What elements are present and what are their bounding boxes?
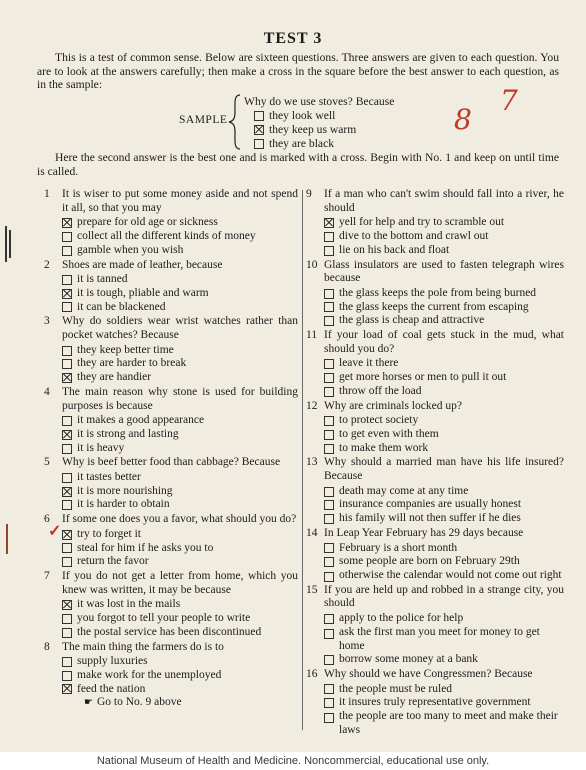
answer-option: it makes a good appearance (44, 414, 298, 428)
checkbox[interactable] (324, 444, 334, 454)
checkbox[interactable] (62, 614, 72, 624)
question: 15 If you are held up and robbed in a strange city, you should (306, 583, 564, 610)
answer-option: it is harder to obtain (44, 498, 298, 512)
checkbox[interactable] (324, 572, 334, 582)
margin-mark (6, 524, 8, 554)
checkbox[interactable] (62, 232, 72, 242)
answer-option: feed the nation (44, 683, 298, 697)
answer-option: insurance companies are usually honest (306, 498, 564, 512)
answer-option: the people are too many to meet and make their laws (306, 710, 564, 737)
checkbox[interactable] (324, 698, 334, 708)
answer-option: February is a short month (306, 542, 564, 556)
answer-option: it is tanned (44, 273, 298, 287)
question: 14 In Leap Year February has 29 days because (306, 526, 524, 539)
answer-option: the glass keeps the current from escaping (306, 301, 564, 315)
checkbox[interactable] (324, 629, 334, 639)
answer-option: death may come at any time (306, 485, 564, 499)
checkbox-checked[interactable] (62, 530, 72, 540)
checkbox-checked[interactable] (62, 218, 72, 228)
answer-option: to protect society (306, 414, 564, 428)
answer-option: leave it there (306, 357, 564, 371)
checkbox[interactable] (62, 302, 72, 312)
goto-instruction: ☛ Go to No. 9 above (84, 696, 182, 709)
answer-option: ask the first man you meet for money to get home (306, 626, 564, 653)
margin-mark (9, 230, 11, 258)
checkbox[interactable] (62, 275, 72, 285)
question: 8 The main thing the farmers do is to (44, 640, 224, 653)
question: 4 The main reason why stone is used for building purposes is because (44, 385, 298, 412)
answer-option: it was lost in the mails (44, 598, 298, 612)
checkbox[interactable] (324, 359, 334, 369)
checkbox[interactable] (324, 416, 334, 426)
checkbox[interactable] (62, 444, 72, 454)
checkbox[interactable] (324, 373, 334, 383)
checkbox[interactable] (254, 111, 264, 121)
checkbox[interactable] (324, 557, 334, 567)
question: 3 Why do soldiers wear wrist watches rather than pocket watches? Because (44, 315, 298, 342)
checkbox[interactable] (324, 655, 334, 665)
checkbox-checked[interactable] (62, 289, 72, 299)
answer-option: they keep better time (44, 344, 298, 358)
answer-option: his family will not then suffer if he dies (306, 512, 564, 526)
answer-option: the glass keeps the pole from being burned (306, 287, 564, 301)
question: 1 It is wiser to put some money aside and not spend it all, so that you may (44, 188, 298, 214)
question: 2 Shoes are made of leather, because (44, 258, 223, 271)
checkbox[interactable] (324, 246, 334, 256)
answer-option: it insures truly representative government (306, 696, 564, 710)
checkbox[interactable] (324, 289, 334, 299)
checkbox[interactable] (324, 487, 334, 497)
checkbox[interactable] (324, 387, 334, 397)
checkbox[interactable] (62, 416, 72, 426)
checkbox[interactable] (324, 430, 334, 440)
answer-option: yell for help and try to scramble out (306, 216, 564, 230)
checkbox-checked[interactable] (62, 430, 72, 440)
answer-option: borrow some money at a bank (306, 653, 564, 667)
checkbox[interactable] (62, 500, 72, 510)
brace-icon (228, 94, 242, 150)
checkbox[interactable] (62, 657, 72, 667)
margin-mark (5, 226, 7, 262)
answer-option: you forgot to tell your people to write (44, 612, 298, 626)
sample-option: they are black (254, 137, 334, 150)
answer-option: make work for the unemployed (44, 669, 298, 683)
answer-option: the glass is cheap and attractive (306, 314, 564, 328)
handwritten-score: 8 (454, 103, 472, 136)
checkbox-checked[interactable] (62, 600, 72, 610)
sample-label: SAMPLE (179, 114, 228, 126)
checkbox[interactable] (62, 473, 72, 483)
checkbox[interactable] (324, 543, 334, 553)
answer-option: throw off the load (306, 385, 564, 399)
answer-option: the people must be ruled (306, 683, 564, 697)
answer-option: it can be blackened (44, 301, 298, 315)
answer-option: they are harder to break (44, 357, 298, 371)
sample-option: they keep us warm (254, 123, 356, 136)
answer-option: apply to the police for help (306, 612, 564, 626)
answer-option: it is strong and lasting (44, 428, 298, 442)
checkbox-checked[interactable] (324, 218, 334, 228)
handwritten-score: 7 (500, 84, 518, 117)
checkbox[interactable] (62, 359, 72, 369)
checkbox[interactable] (62, 628, 72, 638)
page-title: TEST 3 (263, 30, 323, 47)
pointing-hand-icon: ☛ (84, 697, 93, 709)
checkbox[interactable] (62, 246, 72, 256)
answer-option: otherwise the calendar would not come out right (306, 569, 564, 583)
answer-option: the postal service has been discontinued (44, 626, 298, 640)
checkbox[interactable] (324, 514, 334, 524)
answer-option: it is tough, pliable and warm (44, 287, 298, 301)
intro-text: This is a test of common sense. Below are sixteen questions. Three answers are given to each question. You are to look at the answers carefully; then make a cross in the square before the best answer to each question, as in the sample: (37, 51, 559, 91)
checkbox[interactable] (324, 316, 334, 326)
sample-option: they look well (254, 109, 335, 122)
checkbox[interactable] (324, 500, 334, 510)
checkbox[interactable] (62, 671, 72, 681)
answer-option: it tastes better (44, 471, 298, 485)
checkbox[interactable] (324, 614, 334, 624)
question: 16 Why should we have Congressmen? Because (306, 667, 533, 680)
question: 10 Glass insulators are used to fasten telegraph wires because (306, 258, 564, 285)
questions-left-column (44, 188, 298, 710)
answer-option: to get even with them (306, 428, 564, 442)
answer-option: lie on his back and float (306, 244, 564, 258)
sample-question: Why do we use stoves? Because (244, 95, 395, 108)
checkbox-checked[interactable] (62, 487, 72, 497)
answer-option: it is more nourishing (44, 485, 298, 499)
checkbox-checked[interactable] (254, 125, 264, 135)
checkbox[interactable] (324, 232, 334, 242)
question: 11 If your load of coal gets stuck in the mud, what should you do? (306, 329, 564, 355)
answer-option: collect all the different kinds of money (44, 230, 298, 244)
checkbox[interactable] (254, 139, 264, 149)
question: 5 Why is beef better food than cabbage? Because (44, 456, 281, 469)
answer-option: some people are born on February 29th (306, 555, 564, 569)
question: 12 Why are criminals locked up? (306, 399, 462, 412)
question: 9 If a man who can't swim should fall into a river, he should (306, 188, 564, 214)
answer-option: supply luxuries (44, 655, 298, 669)
answer-option: they are handier (44, 371, 298, 385)
checkbox[interactable] (324, 302, 334, 312)
checkbox[interactable] (62, 543, 72, 553)
question: 7 If you do not get a letter from home, which you knew was written, it may be because (44, 569, 298, 596)
answer-option: it is heavy (44, 442, 298, 456)
checkbox[interactable] (324, 713, 334, 723)
question: 13 Why should a married man have his life insured? Because (306, 456, 564, 483)
answer-option: gamble when you wish (44, 244, 298, 258)
answer-option: get more horses or men to pull it out (306, 371, 564, 385)
checkbox-checked[interactable] (62, 373, 72, 383)
answer-option: prepare for old age or sickness (44, 216, 298, 230)
checkbox[interactable] (62, 557, 72, 567)
answer-option: dive to the bottom and crawl out (306, 230, 564, 244)
answer-option: to make them work (306, 442, 564, 456)
question: 6 If some one does you a favor, what should you do? (44, 513, 297, 526)
checkbox[interactable] (62, 346, 72, 356)
column-divider (302, 190, 303, 730)
answer-option: steal for him if he asks you to (44, 542, 298, 556)
instructions-text: Here the second answer is the best one and is marked with a cross. Begin with No. 1 and keep on until time is called. (37, 151, 559, 178)
checkbox[interactable] (324, 684, 334, 694)
footer-credit: National Museum of Health and Medicine. Noncommercial, educational use only. (96, 755, 490, 767)
questions-right-column (306, 188, 564, 737)
checkmark-icon: ✓ (48, 522, 62, 540)
checkbox-checked[interactable] (62, 684, 72, 694)
answer-option: ✓ try to forget it (48, 522, 141, 540)
answer-option: return the favor (44, 555, 298, 569)
